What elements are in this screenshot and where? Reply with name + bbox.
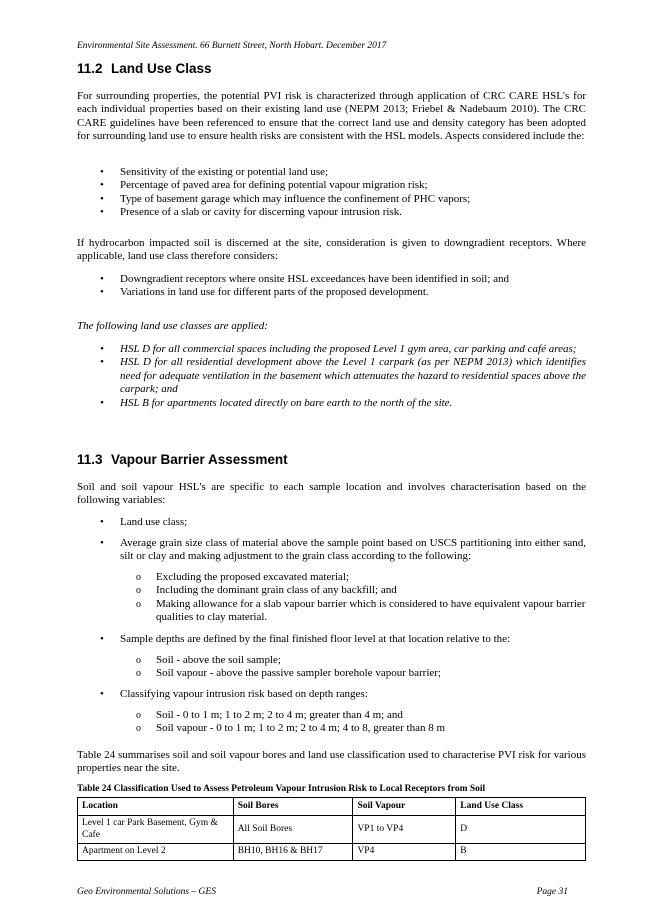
section-title: Vapour Barrier Assessment <box>111 452 288 467</box>
vapour-intro-paragraph: Soil and soil vapour HSL's are specific to each sample location and involves characterisation based on the following variables: <box>77 481 586 507</box>
table-cell: BH10, BH16 & BH17 <box>233 844 353 861</box>
list-item: • Downgradient receptors where onsite HSL exceedances have been identified in soil; and <box>100 273 510 285</box>
variables-list-1 <box>100 516 586 529</box>
list-item: • Average grain size class of material above the sample point based on USCS partitioning into either sand, silt or clay and making adjustment to the grain class according to the following: <box>100 537 586 563</box>
table-cell: Apartment on Level 2 <box>78 844 234 861</box>
bullet-icon: • <box>100 356 104 369</box>
circle-bullet-icon: o <box>136 585 141 597</box>
footer-company: Geo Environmental Solutions – GES <box>77 887 216 897</box>
table-cell: All Soil Bores <box>233 816 353 844</box>
section-title: Land Use Class <box>111 61 212 76</box>
table-cell: D <box>456 816 586 844</box>
table-cell: VP4 <box>353 844 456 861</box>
bullet-icon: • <box>100 206 104 219</box>
bullet-icon: • <box>100 343 104 355</box>
page-number: Page 31 <box>536 887 568 897</box>
classification-table <box>77 797 586 861</box>
considerations-list <box>100 273 586 300</box>
list-item: • HSL B for apartments located directly on bare earth to the north of the site. <box>100 396 453 409</box>
table-row <box>78 816 586 844</box>
bullet-icon: • <box>100 273 104 285</box>
list-item: • Classifying vapour intrusion risk based on depth ranges: <box>100 688 368 700</box>
list-item: o Including the dominant grain class of any backfill; and <box>136 584 397 597</box>
table-summary-paragraph: Table 24 summarises soil and soil vapour bores and land use classification used to characterise PVI risk for various properties near the site. <box>77 749 586 775</box>
variables-list-2 <box>100 537 586 564</box>
bullet-icon: • <box>100 516 104 528</box>
column-header: Soil Vapour <box>353 798 456 816</box>
list-item: o Making allowance for a slab vapour barrier which is considered to have equivalent vapour barrier qualities to clay material. <box>136 597 586 624</box>
table-cell: VP1 to VP4 <box>353 816 456 844</box>
bullet-icon: • <box>100 286 104 299</box>
list-item: • Presence of a slab or cavity for discerning vapour intrusion risk. <box>100 206 402 219</box>
list-item: • Variations in land use for different parts of the proposed development. <box>100 286 429 299</box>
column-header: Location <box>78 798 234 816</box>
circle-bullet-icon: o <box>136 723 141 735</box>
depth-range-sublist <box>136 709 586 736</box>
bullet-icon: • <box>100 537 104 549</box>
circle-bullet-icon: o <box>136 710 141 721</box>
section-heading-11-3 <box>77 452 288 467</box>
list-item: • Sensitivity of the existing or potential land use; <box>100 166 329 178</box>
list-item: o Soil - above the soil sample; <box>136 654 281 666</box>
land-use-classes-intro: The following land use classes are applied: <box>77 320 268 332</box>
list-item: • Type of basement garage which may influence the confinement of PHC vapors; <box>100 192 471 205</box>
section-number: 11.2 <box>77 61 103 76</box>
column-header: Land Use Class <box>456 798 586 816</box>
list-item: • Sample depths are defined by the final finished floor level at that location relative to the: <box>100 633 511 645</box>
table-row <box>78 844 586 861</box>
circle-bullet-icon: o <box>136 668 141 680</box>
list-item: • Percentage of paved area for defining potential vapour migration risk; <box>100 179 428 192</box>
table-caption: Table 24 Classification Used to Assess Petroleum Vapour Intrusion Risk to Local Receptors from Soil <box>77 784 486 794</box>
bullet-icon: • <box>100 688 104 700</box>
grain-class-sublist <box>136 571 586 625</box>
bullet-icon: • <box>100 192 104 205</box>
column-header: Soil Bores <box>233 798 353 816</box>
list-item: o Soil - 0 to 1 m; 1 to 2 m; 2 to 4 m; greater than 4 m; and <box>136 709 403 721</box>
bullet-icon: • <box>100 396 104 409</box>
table-header-row <box>78 798 586 816</box>
land-use-classes-list <box>100 343 586 410</box>
section-number: 11.3 <box>77 452 103 467</box>
section-heading-11-2 <box>77 61 212 76</box>
running-header: Environmental Site Assessment. 66 Burnett Street, North Hobart. December 2017 <box>77 41 387 51</box>
table-cell: B <box>456 844 586 861</box>
circle-bullet-icon: o <box>136 572 141 583</box>
bullet-icon: • <box>100 179 104 192</box>
variables-list-3 <box>100 633 586 646</box>
table-cell: Level 1 car Park Basement, Gym & Cafe <box>78 816 234 844</box>
bullet-icon: • <box>100 633 104 645</box>
variables-list-4 <box>100 688 586 701</box>
bullet-icon: • <box>100 166 104 178</box>
list-item: • HSL D for all commercial spaces including the proposed Level 1 gym area, car parking and café areas; <box>100 343 577 355</box>
list-item: o Excluding the proposed excavated material; <box>136 571 350 583</box>
list-item: • Land use class; <box>100 516 188 528</box>
sample-depth-sublist <box>136 654 586 681</box>
land-use-intro-paragraph: For surrounding properties, the potential PVI risk is characterized through application of CRC CARE HSL's for each individual properties based on their existing land use (NEPM 2013; Friebel & Nadebaum 2010). The CRC CARE guidelines have been referenced to ensure that the correct land use and density category has been adopted for surrounding land use to ensure health risks are consistent with the HSL models. Aspects considered include the: <box>77 90 586 143</box>
circle-bullet-icon: o <box>136 655 141 666</box>
list-item: o Soil vapour - above the passive sampler borehole vapour barrier; <box>136 667 441 680</box>
list-item: o Soil vapour - 0 to 1 m; 1 to 2 m; 2 to 4 m; 4 to 8, greater than 8 m <box>136 722 446 735</box>
circle-bullet-icon: o <box>136 598 141 610</box>
aspects-list <box>100 166 586 220</box>
list-item: • HSL D for all residential development above the Level 1 carpark (as per NEPM 2013) which identifies need for adequate ventilation in the basement which attenuates the hazard to residential spaces above the carpark; and <box>100 356 586 396</box>
hydrocarbon-paragraph: If hydrocarbon impacted soil is discerned at the site, consideration is given to downgradient receptors. Where applicable, land use class therefore considers: <box>77 237 586 263</box>
